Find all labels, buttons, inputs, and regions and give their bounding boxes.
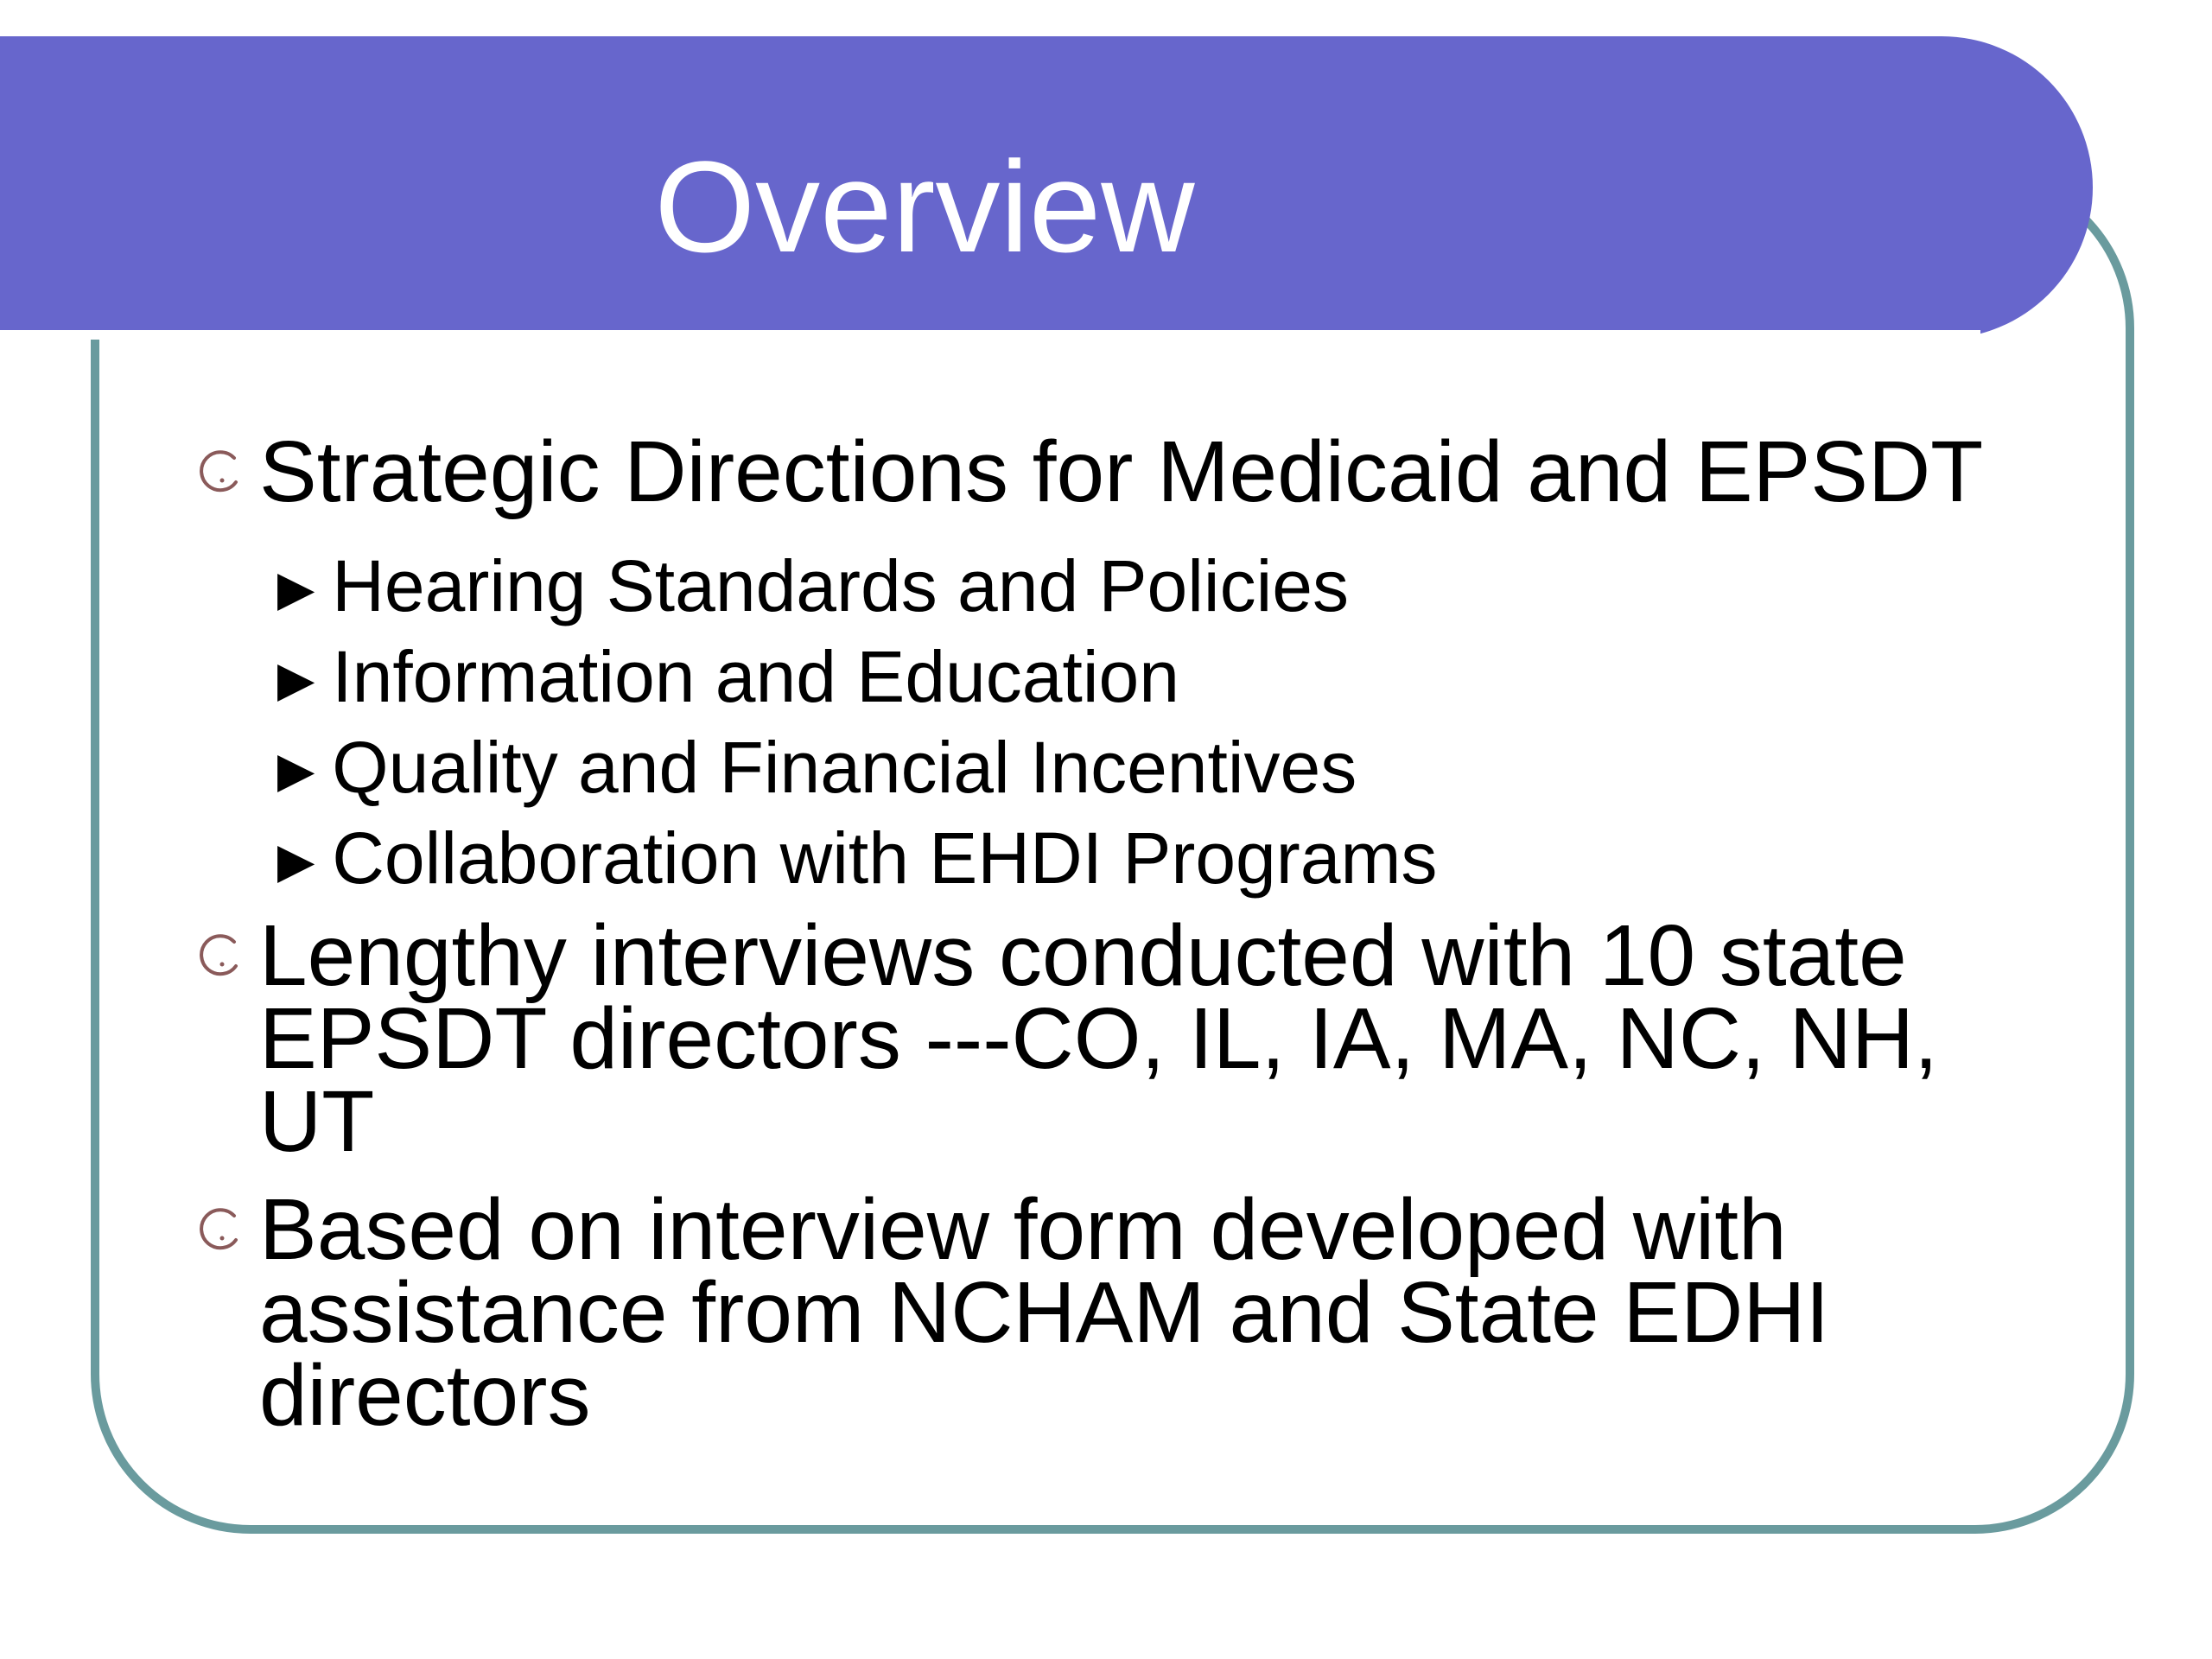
sub-bullet-text: Hearing Standards and Policies [332, 545, 1349, 626]
sub-bullet-item [265, 815, 1993, 901]
sub-bullet-item [265, 724, 1993, 810]
sub-bullet-text: Information and Education [332, 636, 1179, 717]
swirl-bullet-icon [196, 933, 243, 980]
triangle-right-icon: ► [265, 827, 327, 896]
sub-bullet-text: Collaboration with EHDI Programs [332, 817, 1438, 899]
sub-bullet-item [265, 543, 1993, 629]
bullet-item [259, 1181, 2005, 1444]
triangle-right-icon: ► [265, 555, 327, 624]
title-banner [0, 36, 2093, 339]
bullet-text: Lengthy interviews conducted with 10 state EPSDT directors ---CO, IL, IA, MA, NC, NH, UT [259, 907, 1938, 1170]
swirl-bullet-icon [196, 1207, 243, 1254]
swirl-bullet-icon [196, 449, 243, 496]
bullet-item [259, 907, 2005, 1170]
title-underline-rule [0, 330, 1980, 340]
sub-bullet-item [265, 633, 1993, 720]
triangle-right-icon: ► [265, 645, 327, 715]
bullet-text: Based on interview form developed with assistance from NCHAM and State EDHI directors [259, 1181, 1830, 1444]
triangle-right-icon: ► [265, 736, 327, 805]
slide-title: Overview [654, 134, 1195, 279]
bullet-text: Strategic Directions for Medicaid and EPSDT [259, 423, 1984, 520]
bullet-item [259, 423, 2005, 520]
sub-bullet-text: Quality and Financial Incentives [332, 727, 1357, 808]
